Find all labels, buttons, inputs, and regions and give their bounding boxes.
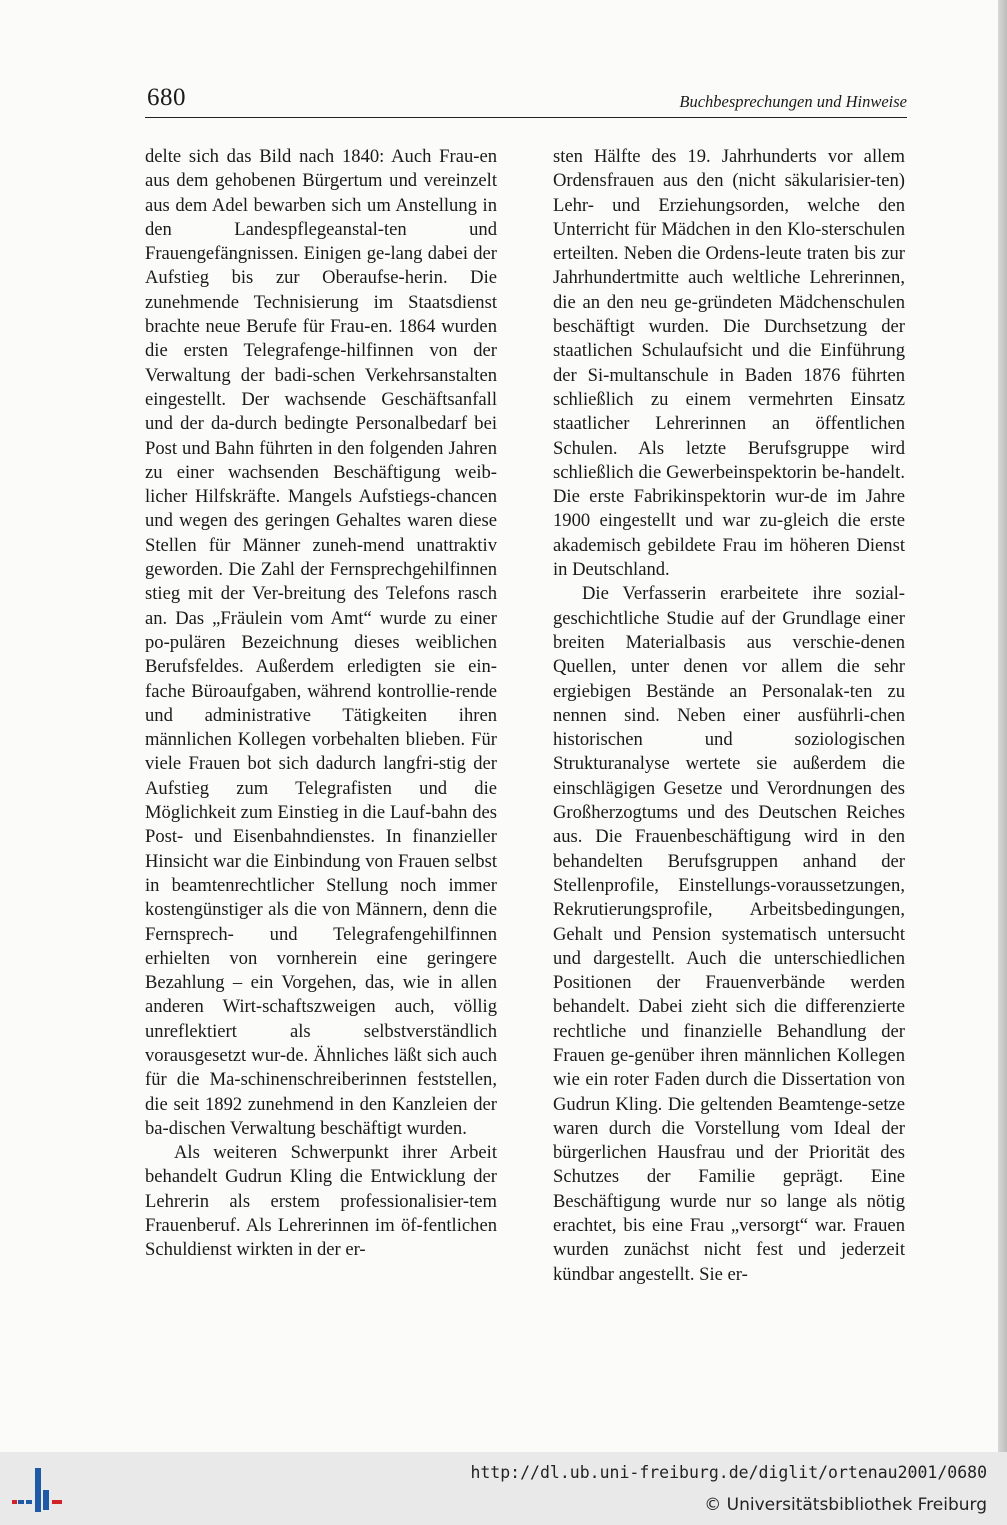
page-number: 680 <box>147 84 186 111</box>
left-paragraph-1: delte sich das Bild nach 1840: Auch Frau-en aus dem gehobenen Bürgertum und vereinzelt aus dem Adel bewarben sich um Anstellung in den Landespflegeanstal-ten und Frauengefängnissen. Einigen ge-lang dabei der Aufstieg bis zur Oberaufse-herin. Die zunehmende Technisierung im Staatsdienst brachte neue Berufe für Frau-en. 1864 wurden die ersten Telegrafenge-hilfinnen von der Verwaltung der badi-schen Verkehrsanstalten eingestellt. Der wachsende Geschäftsanfall und der da-durch bedingte Personalbedarf bei Post und Bahn führten in den folgenden Jahren zu einer wachsenden Beschäftigung weib-licher Hilfskräfte. Mangels Aufstiegs-chancen und wegen des geringen Gehaltes waren diese Stellen für Männer zuneh-mend unattraktiv geworden. Die Zahl der Fernsprechgehilfinnen stieg mit der Ver-breitung des Telefons rasch an. Das „Fräulein vom Amt“ wurde zu einer po-pulären Bezeichnung dieses weiblichen Berufsfeldes. Außerdem erledigten sie ein-fache Büroaufgaben, während kontrollie-rende und administrative Tätigkeiten ihren männlichen Kollegen vorbehalten blieben. Für viele Frauen bot sich dadurch langfri-stig der Aufstieg zum Telegrafisten und die Möglichkeit zum Einstieg in die Lauf-bahn des Post- und Eisenbahndienstes. In finanzieller Hinsicht war die Einbindung von Frauen selbst in beamtenrechtlicher Stellung noch immer kostengünstiger als die von Männern, denn die Fernsprech- und Telegrafengehilfinnen erhielten von vornherein eine geringere Bezahlung – ein Vorgehen, das, wie in allen anderen Wirt-schaftszweigen auch, völlig unreflektiert als selbstverständlich vorausgesetzt wur-de. Ähnliches läßt sich auch für die Ma-schinenschreiberinnen feststellen, die seit 1892 zunehmend in den Kanzleien der ba-dischen Verwaltung beschäftigt wurden. <box>145 146 497 1139</box>
right-column <box>553 145 905 1287</box>
page-edge-shadow <box>998 0 1007 1452</box>
copyright-notice: © Universitätsbibliothek Freiburg <box>704 1495 987 1515</box>
left-column <box>145 145 497 1263</box>
right-paragraph-2: Die Verfasserin erarbeitete ihre sozial-geschichtliche Studie auf der Grundlage einer breiten Materialbasis aus verschie-denen Quellen, unter denen vor allem die sehr ergiebigen Bestände an Personalak-ten zu nennen sind. Neben einer ausführli-chen historischen und soziologischen Strukturanalyse wertete sie außerdem die einschlägigen Gesetze und Verordnungen des Großherzogtums und des Deutschen Reiches aus. Die Frauenbeschäftigung wird in den behandelten Berufsgruppen anhand der Stellenprofile, Einstellungs-voraussetzungen, Rekrutierungsprofile, Arbeitsbedingungen, Gehalt und Pension systematisch untersucht und dargestellt. Auch die unterschiedlichen Positionen der Frauenverbände werden behandelt. Dabei zieht sich die differenzierte rechtliche und finanzielle Behandlung der Frauen ge-genüber ihren männlichen Kollegen wie ein roter Faden durch die Dissertation von Gudrun Kling. Die geltenden Beamtenge-setze waren durch die Vorstellung vom Ideal der bürgerlichen Hausfrau und der Priorität des Schutzes der Familie geprägt. Eine Beschäftigung wurde nur so lange als nötig erachtet, bis eine Frau „versorgt“ war. Frauen wurden zunächst nicht fest und jederzeit kündbar angestellt. Sie er- <box>553 583 905 1285</box>
document-url-link[interactable]: http://dl.ub.uni-freiburg.de/diglit/ortenau2001/0680 <box>470 1463 987 1482</box>
running-head: Buchbesprechungen und Hinweise <box>679 92 907 111</box>
left-paragraph-2: Als weiteren Schwerpunkt ihrer Arbeit behandelt Gudrun Kling die Entwicklung der Lehrerin als erstem professionalisier-tem Frauenberuf. Als Lehrerinnen im öf-fentlichen Schuldienst wirkten in der er- <box>145 1142 497 1261</box>
right-paragraph-1: sten Hälfte des 19. Jahrhunderts vor allem Ordensfrauen aus den (nicht säkularisier-ten) Lehr- und Erziehungsorden, welche den Unterricht für Mädchen in den Klo-sterschulen erteilten. Neben die Ordens-leute traten bis zur Jahrhundertmitte auch weltliche Lehrerinnen, die an den neu ge-gründeten Mädchenschulen beschäftigt wurden. Die Durchsetzung der staatlichen Schulaufsicht und die Einführung der Si-multanschule in Baden 1876 führten schließlich zu einem vermehrten Einsatz staatlicher Lehrerinnen an öffentlichen Schulen. Als letzte Berufsgruppe wird schließlich die Gewerbeinspektorin be-handelt. Die erste Fabrikinspektorin wur-de im Jahre 1900 eingestellt und war zu-gleich die erste akademisch gebildete Frau im höheren Dienst in Deutschland. <box>553 146 905 581</box>
ub-freiburg-logo-icon[interactable] <box>12 1464 64 1516</box>
header-rule <box>145 117 907 118</box>
